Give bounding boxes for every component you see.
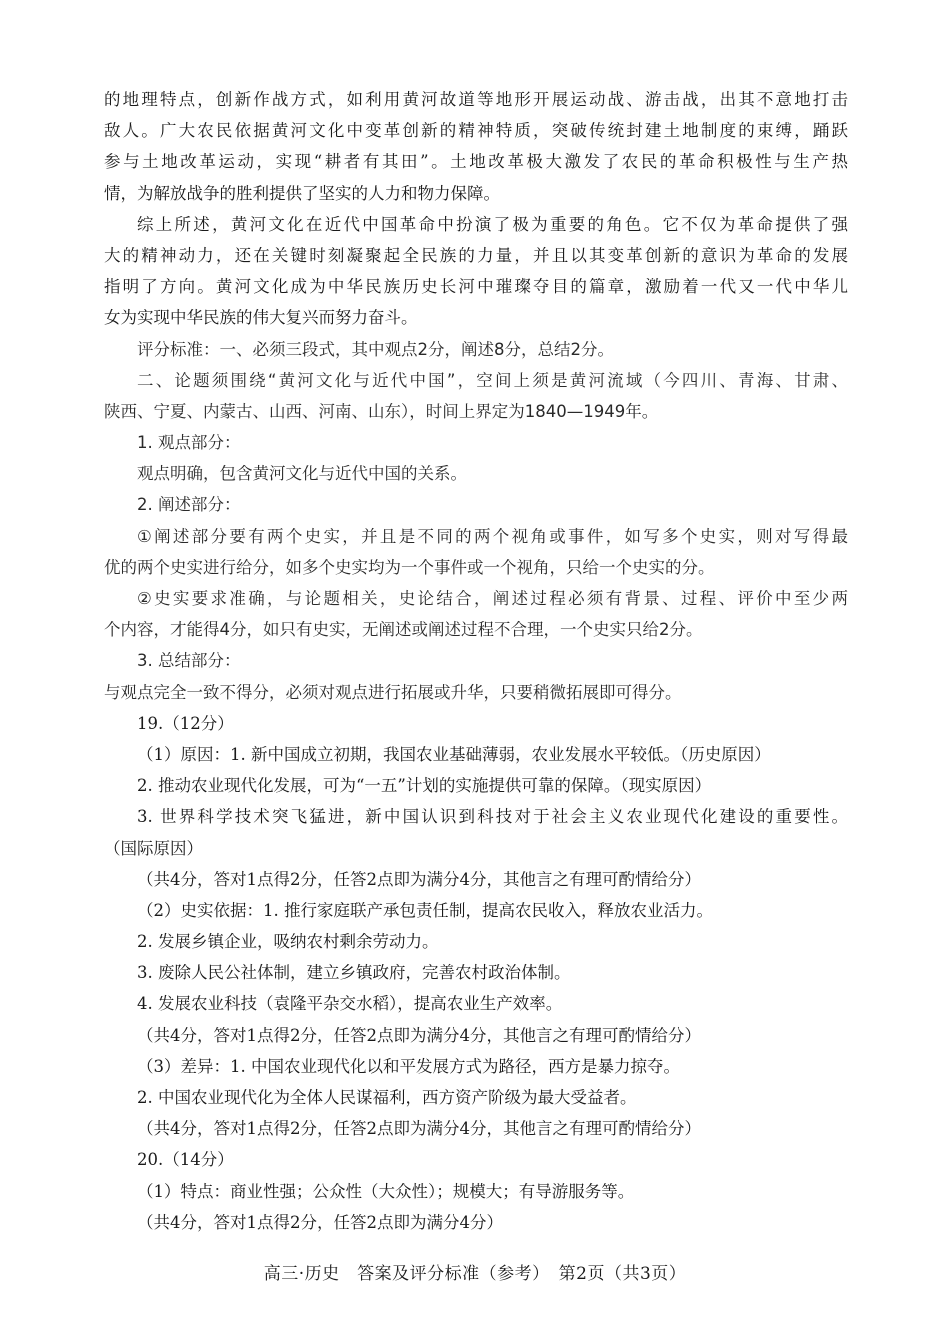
essay-line: 女为实现中华民族的伟大复兴而努力奋斗。 xyxy=(104,308,418,328)
q19-line: 4. 发展农业科技（袁隆平杂交水稻），提高农业生产效率。 xyxy=(137,994,563,1014)
criteria-line: 陕西、宁夏、内蒙古、山西、河南、山东），时间上界定为1840—1949年。 xyxy=(104,401,659,421)
q19-scoring-note: （共4分，答对1点得2分，任答2点即为满分4分，其他言之有理可酌情给分） xyxy=(137,1119,701,1139)
q19-scoring-note: （共4分，答对1点得2分，任答2点即为满分4分，其他言之有理可酌情给分） xyxy=(137,869,701,889)
q19-scoring-note: （共4分，答对1点得2分，任答2点即为满分4分，其他言之有理可酌情给分） xyxy=(137,1025,701,1045)
q19-line: 3. 废除人民公社体制，建立乡镇政府，完善农村政治体制。 xyxy=(137,963,571,983)
essay-line: 指明了方向。黄河文化成为中华民族历史长河中璀璨夺目的篇章，激励着一代又一代中华儿 xyxy=(104,277,848,297)
q19-line: 3. 世界科学技术突飞猛进，新中国认识到科技对于社会主义农业现代化建设的重要性。 xyxy=(137,807,848,827)
q19-line: （2）史实依据：1. 推行家庭联产承包责任制，提高农民收入，释放农业活力。 xyxy=(137,900,713,920)
criteria-line: 评分标准：一、必须三段式，其中观点2分，阐述8分，总结2分。 xyxy=(137,339,614,359)
criteria-line: 个内容，才能得4分，如只有史实，无阐述或阐述过程不合理，一个史实只给2分。 xyxy=(104,620,703,640)
criteria-line: ①阐述部分要有两个史实，并且是不同的两个视角或事件，如写多个史实，则对写得最 xyxy=(137,526,848,546)
criteria-line: ②史实要求准确，与论题相关，史论结合，阐述过程必须有背景、过程、评价中至少两 xyxy=(137,589,848,608)
page-footer: 高三·历史 答案及评分标准（参考） 第2页（共3页） xyxy=(263,1264,687,1284)
criteria-line: 观点明确，包含黄河文化与近代中国的关系。 xyxy=(137,464,467,484)
essay-line: 的地理特点，创新作战方式，如利用黄河故道等地形开展运动战、游击战，出其不意地打击 xyxy=(104,90,848,109)
essay-line: 敌人。广大农民依据黄河文化中变革创新的精神特质，突破传统封建土地制度的束缚，踊跃 xyxy=(104,121,848,141)
q19-line: （国际原因） xyxy=(104,838,203,858)
q20-scoring-note: （共4分，答对1点得2分，任答2点即为满分4分） xyxy=(137,1212,503,1232)
q20-line: （1）特点：商业性强；公众性（大众性）；规模大；有导游服务等。 xyxy=(137,1181,635,1201)
q19-line: （3）差异：1. 中国农业现代化以和平发展方式为路径，西方是暴力掠夺。 xyxy=(137,1056,680,1076)
page-body xyxy=(104,84,848,1238)
q19-line: 2. 推动农业现代化发展，可为“一五”计划的实施提供可靠的保障。（现实原因） xyxy=(137,776,712,796)
question-20-heading: 20.（14分） xyxy=(137,1150,234,1170)
criteria-line: 优的两个史实进行给分，如多个史实均为一个事件或一个视角，只给一个史实的分。 xyxy=(104,557,715,577)
essay-line: 情，为解放战争的胜利提供了坚实的人力和物力保障。 xyxy=(104,183,500,203)
criteria-line: 与观点完全一致不得分，必须对观点进行拓展或升华，只要稍微拓展即可得分。 xyxy=(104,682,682,702)
q19-line: 2. 中国农业现代化为全体人民谋福利，西方资产阶级为最大受益者。 xyxy=(137,1088,637,1107)
q19-line: 2. 发展乡镇企业，吸纳农村剩余劳动力。 xyxy=(137,932,439,952)
criteria-line: 二、论题须围绕“黄河文化与近代中国”，空间上须是黄河流域（今四川、青海、甘肃、 xyxy=(137,370,848,390)
q19-line: （1）原因：1. 新中国成立初期，我国农业基础薄弱，农业发展水平较低。（历史原因） xyxy=(137,744,771,764)
question-19-heading: 19.（12分） xyxy=(137,713,234,733)
essay-line: 参与土地改革运动，实现“耕者有其田”。土地改革极大激发了农民的革命积极性与生产热 xyxy=(104,152,848,172)
essay-line: 综上所述，黄河文化在近代中国革命中扮演了极为重要的角色。它不仅为革命提供了强 xyxy=(137,214,848,234)
criteria-heading: 2. 阐述部分： xyxy=(137,495,241,515)
criteria-heading: 1. 观点部分： xyxy=(137,433,241,453)
criteria-heading: 3. 总结部分： xyxy=(137,651,241,671)
essay-line: 大的精神动力，还在关键时刻凝聚起全民族的力量，并且以其变革创新的意识为革命的发展 xyxy=(104,245,848,265)
